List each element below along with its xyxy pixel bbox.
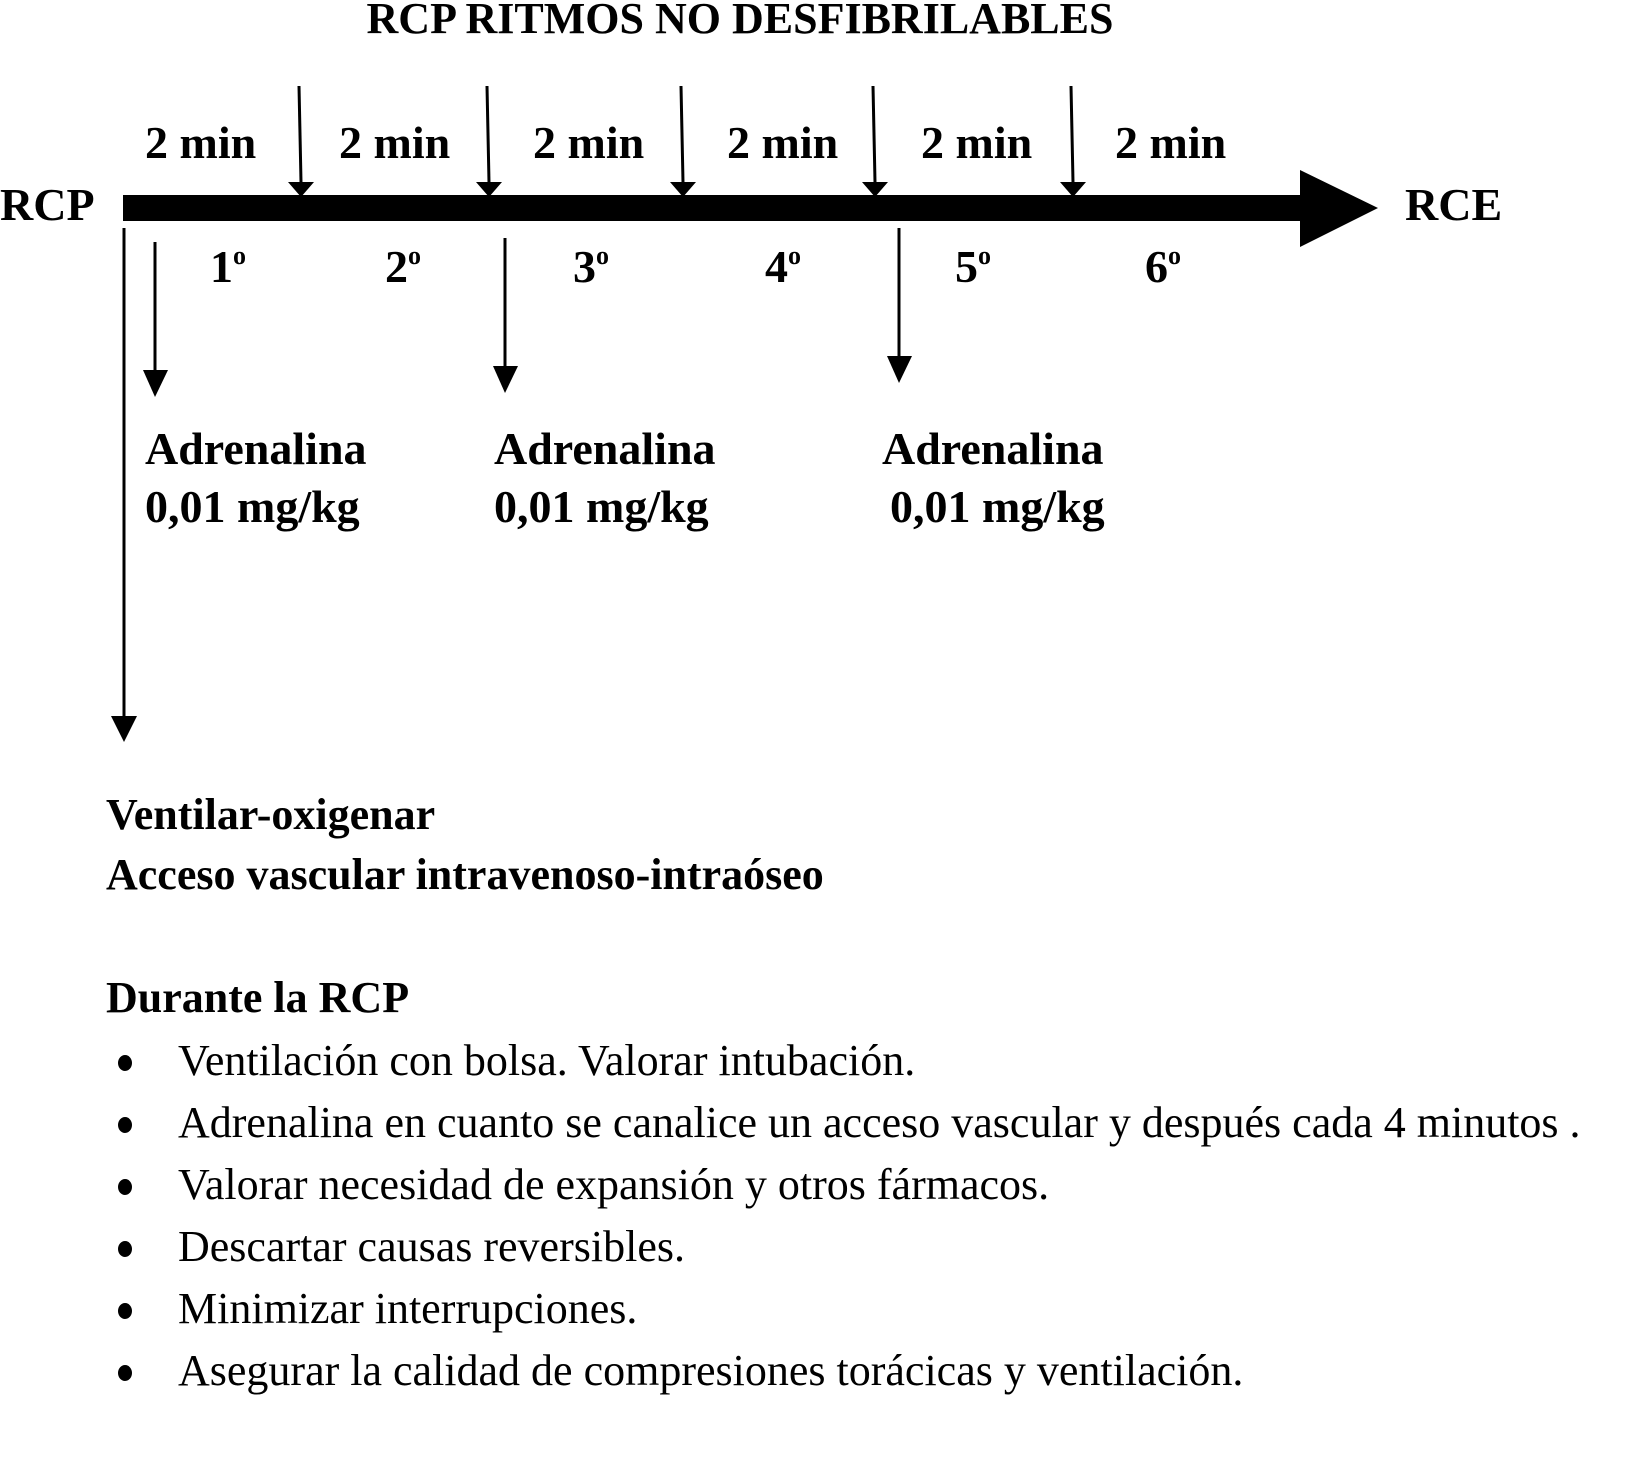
cycle-label-5: 5$^o$ bbox=[955, 241, 991, 292]
cycle-label-3: 3$^o$ bbox=[573, 241, 609, 292]
rhythm-check-arrow-1 bbox=[288, 86, 314, 197]
timeline-arrow bbox=[123, 170, 1378, 247]
adrenaline-arrow-3 bbox=[887, 228, 912, 383]
bullet-icon bbox=[118, 1055, 132, 1071]
drug-dose: 0,01 mg/kg bbox=[890, 481, 1105, 532]
adrenaline-dose-2 bbox=[494, 420, 716, 536]
list-item: Descartar causas reversibles. bbox=[106, 1216, 1650, 1278]
cycle-label-1: 1$^o$ bbox=[210, 241, 246, 292]
bullet-icon bbox=[118, 1179, 132, 1195]
drug-name: Adrenalina bbox=[882, 423, 1104, 474]
interval-label-1: 2 min bbox=[145, 117, 257, 168]
cycle-label-4: 4$^o$ bbox=[765, 241, 801, 292]
adrenaline-arrow-1 bbox=[143, 242, 168, 397]
rhythm-check-arrow-3 bbox=[670, 86, 696, 197]
interval-label-3: 2 min bbox=[533, 117, 645, 168]
adrenaline-dose-1 bbox=[145, 420, 367, 536]
adrenaline-dose-3 bbox=[882, 420, 1105, 536]
initial-action-vascular-access: Acceso vascular intravenoso-intraóseo bbox=[106, 850, 824, 899]
rhythm-check-arrow-4 bbox=[862, 86, 888, 197]
during-cpr-heading: Durante la RCP bbox=[106, 973, 410, 1022]
rhythm-check-arrow-2 bbox=[476, 86, 502, 197]
during-cpr-list bbox=[106, 1030, 1650, 1402]
list-item: Minimizar interrupciones. bbox=[106, 1278, 1650, 1340]
list-item: Adrenalina en cuanto se canalice un acceso vascular y después cada 4 minutos . bbox=[106, 1092, 1650, 1154]
bullet-icon bbox=[118, 1303, 132, 1319]
interval-label-4: 2 min bbox=[727, 117, 839, 168]
diagram-title: RCP RITMOS NO DESFIBRILABLES bbox=[366, 0, 1114, 43]
drug-name: Adrenalina bbox=[494, 423, 716, 474]
interval-label-5: 2 min bbox=[921, 117, 1033, 168]
drug-dose: 0,01 mg/kg bbox=[145, 481, 360, 532]
bullet-icon bbox=[118, 1241, 132, 1257]
adrenaline-arrow-2 bbox=[493, 238, 518, 393]
drug-dose: 0,01 mg/kg bbox=[494, 481, 709, 532]
list-item: Ventilación con bolsa. Valorar intubación. bbox=[106, 1030, 1650, 1092]
bullet-icon bbox=[118, 1117, 132, 1133]
end-label-rce: RCE bbox=[1405, 179, 1503, 230]
list-item: Asegurar la calidad de compresiones torácicas y ventilación. bbox=[106, 1340, 1650, 1402]
cycle-label-6: 6$^o$ bbox=[1145, 241, 1181, 292]
interval-label-2: 2 min bbox=[339, 117, 451, 168]
drug-name: Adrenalina bbox=[145, 423, 367, 474]
rhythm-check-arrow-5 bbox=[1060, 86, 1086, 197]
initial-action-ventilate: Ventilar-oxigenar bbox=[106, 790, 436, 839]
cycle-label-2: 2$^o$ bbox=[385, 241, 421, 292]
interval-label-6: 2 min bbox=[1115, 117, 1227, 168]
start-label-rcp: RCP bbox=[0, 179, 95, 230]
list-item: Valorar necesidad de expansión y otros fármacos. bbox=[106, 1154, 1650, 1216]
initial-actions-arrow bbox=[111, 228, 137, 742]
bullet-icon bbox=[118, 1365, 132, 1381]
